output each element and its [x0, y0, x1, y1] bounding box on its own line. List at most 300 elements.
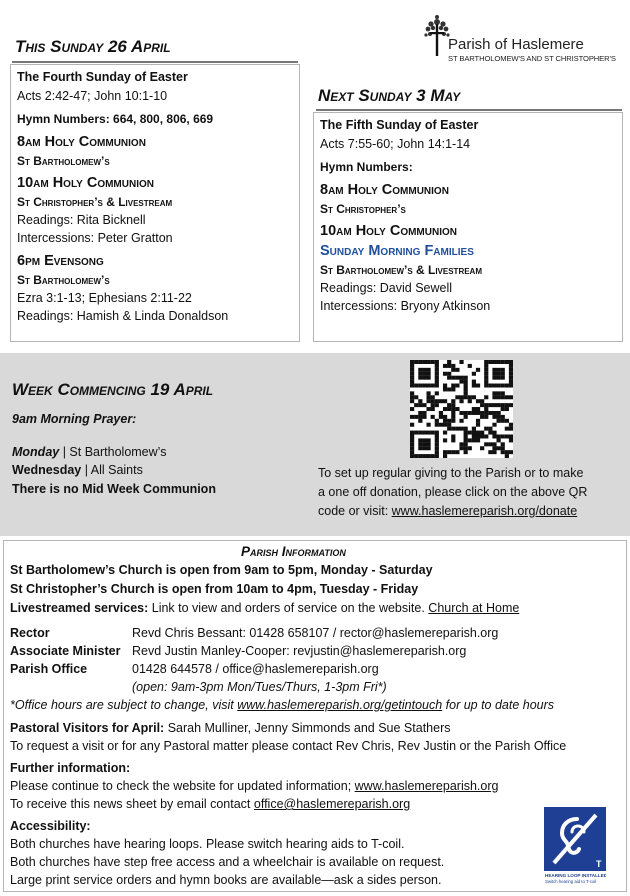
week-prayer: 9am Morning Prayer: [12, 412, 137, 426]
qr-module [439, 411, 443, 415]
qr-module [410, 395, 414, 399]
rector-label: Rector [10, 626, 50, 640]
qr-module [435, 450, 439, 454]
qr-module [509, 372, 513, 376]
qr-module [410, 438, 414, 442]
qr-module [431, 431, 435, 435]
this-service-2-church: St Christopher’s & Livestream [17, 194, 173, 209]
week-mon-day: Monday [12, 444, 60, 459]
qr-module [443, 454, 447, 458]
qr-module [501, 415, 505, 419]
week-body [12, 410, 216, 498]
this-service-1-name: 8am Holy Communion [17, 133, 146, 150]
next-sunday-refs: Acts 7:55-60; John 14:1-14 [320, 136, 471, 151]
qr-module [426, 431, 430, 435]
pv-label: Pastoral Visitors for April: [10, 721, 165, 735]
qr-module [492, 423, 496, 427]
access-2: Both churches have step free access and a wheelchair is available on request. [10, 855, 445, 869]
qr-module [497, 376, 501, 380]
next-sunday-rule [316, 109, 622, 111]
logo-sub: ST BARTHOLOMEW'S AND ST CHRISTOPHER'S [448, 54, 616, 63]
qr-module [488, 411, 492, 415]
qr-module [418, 431, 422, 435]
qr-module [455, 376, 459, 380]
qr-module [476, 434, 480, 438]
qr-module [447, 407, 451, 411]
qr-module [422, 442, 426, 446]
qr-module [447, 403, 451, 407]
qr-module [505, 450, 509, 454]
qr-module [431, 395, 435, 399]
qr-module [497, 419, 501, 423]
qr-module [431, 399, 435, 403]
qr-module [459, 360, 463, 364]
qr-module [484, 407, 488, 411]
qr-module [497, 368, 501, 372]
qr-module [451, 403, 455, 407]
qr-module [492, 395, 496, 399]
website-link[interactable]: www.haslemereparish.org [354, 779, 499, 793]
this-service-1-church: St Bartholomew’s [17, 153, 110, 168]
qr-module [459, 442, 463, 446]
qr-module [455, 407, 459, 411]
qr-module [426, 407, 430, 411]
qr-module [414, 415, 418, 419]
qr-module [435, 376, 439, 380]
qr-module [410, 368, 414, 372]
this-sunday-hymns: Hymn Numbers: 664, 800, 806, 669 [17, 112, 214, 126]
qr-module [480, 411, 484, 415]
qr-module [464, 438, 468, 442]
qr-module [426, 360, 430, 364]
qr-module [480, 434, 484, 438]
qr-module [468, 411, 472, 415]
qr-module [464, 376, 468, 380]
qr-module [439, 423, 443, 427]
qr-module [509, 395, 513, 399]
qr-module [443, 419, 447, 423]
qr-module [472, 434, 476, 438]
qr-module [414, 384, 418, 388]
next-service-2-name: 10am Holy Communion [320, 222, 457, 239]
parish-logo [418, 14, 616, 70]
next-sunday-heading: Next Sunday 3 May [318, 86, 461, 105]
qr-module [476, 411, 480, 415]
qr-module [451, 407, 455, 411]
qr-module [422, 384, 426, 388]
qr-module [418, 438, 422, 442]
qr-module [422, 431, 426, 435]
qr-module [410, 423, 414, 427]
qr-module [501, 395, 505, 399]
qr-module [484, 376, 488, 380]
qr-module [501, 384, 505, 388]
qr-module [464, 427, 468, 431]
qr-module [509, 380, 513, 384]
hearing-loop-sign [544, 807, 606, 885]
church-at-home-link[interactable]: Church at Home [428, 601, 520, 615]
week-note: There is no Mid Week Communion [12, 481, 216, 496]
chris-open: St Christopher’s Church is open from 10am to 4pm, Tuesday - Friday [10, 582, 419, 596]
qr-module [414, 403, 418, 407]
qr-module [414, 454, 418, 458]
qr-module [484, 368, 488, 372]
qr-module [488, 427, 492, 431]
qr-module [468, 399, 472, 403]
getintouch-link[interactable]: www.haslemereparish.org/getintouch [237, 698, 443, 712]
qr-module [501, 419, 505, 423]
qr-module [497, 411, 501, 415]
qr-module [497, 434, 501, 438]
qr-module [464, 415, 468, 419]
qr-module [509, 450, 513, 454]
qr-module [468, 364, 472, 368]
qr-module [468, 446, 472, 450]
qr-module [505, 395, 509, 399]
qr-module [472, 395, 476, 399]
qr-module [447, 450, 451, 454]
qr-module [451, 438, 455, 442]
email-pre: To receive this news sheet by email contact [10, 797, 254, 811]
qr-module [435, 434, 439, 438]
qr-module [492, 411, 496, 415]
office-label: Parish Office [10, 662, 88, 676]
qr-module [414, 360, 418, 364]
qr-module [480, 399, 484, 403]
giving-line-3: code or visit: [318, 504, 392, 518]
qr-module [459, 395, 463, 399]
qr-module [476, 423, 480, 427]
qr-module [484, 380, 488, 384]
this-service-2-readings: Readings: Rita Bicknell [17, 212, 146, 227]
live-text: Link to view and orders of service on the website. [148, 601, 429, 615]
qr-module [422, 454, 426, 458]
next-service-2-sub: Sunday Morning Families [320, 242, 474, 259]
qr-module [501, 446, 505, 450]
qr-module [484, 415, 488, 419]
qr-module [435, 419, 439, 423]
qr-module [426, 391, 430, 395]
office-note [10, 698, 554, 712]
pastoral-visitors [10, 721, 450, 735]
qr-module [509, 403, 513, 407]
office-hours: (open: 9am-3pm Mon/Tues/Thurs, 1-3pm Fri*) [132, 680, 387, 694]
qr-module [447, 360, 451, 364]
qr-module [447, 427, 451, 431]
qr-module [497, 438, 501, 442]
qr-module [422, 446, 426, 450]
qr-module [410, 450, 414, 454]
qr-module [476, 431, 480, 435]
qr-module [455, 384, 459, 388]
qr-module [418, 419, 422, 423]
qr-module [505, 384, 509, 388]
qr-module [472, 407, 476, 411]
qr-module [410, 380, 414, 384]
qr-module [422, 415, 426, 419]
qr-module [439, 399, 443, 403]
qr-module [426, 454, 430, 458]
qr-module [480, 415, 484, 419]
parish-info-box [3, 540, 627, 892]
qr-module [472, 384, 476, 388]
this-sunday-box [10, 64, 300, 342]
qr-module [435, 442, 439, 446]
qr-module [468, 438, 472, 442]
qr-module [451, 434, 455, 438]
qr-module [464, 411, 468, 415]
qr-module [422, 411, 426, 415]
week-heading: Week Commencing 19 April [12, 380, 214, 399]
qr-module [464, 434, 468, 438]
qr-module [488, 450, 492, 454]
qr-module [443, 431, 447, 435]
qr-module [484, 364, 488, 368]
qr-module [439, 415, 443, 419]
qr-module [472, 380, 476, 384]
qr-module [476, 399, 480, 403]
qr-module [497, 446, 501, 450]
qr-module [422, 438, 426, 442]
qr-module [451, 411, 455, 415]
qr-module [418, 376, 422, 380]
further-label: Further information: [10, 761, 131, 775]
qr-module [505, 407, 509, 411]
this-service-3-readings: Readings: Hamish & Linda Donaldson [17, 309, 229, 323]
qr-module [472, 372, 476, 376]
qr-module [447, 372, 451, 376]
qr-module [443, 407, 447, 411]
qr-module [443, 372, 447, 376]
qr-module [459, 399, 463, 403]
qr-module [480, 431, 484, 435]
qr-module [476, 407, 480, 411]
qr-module [492, 360, 496, 364]
qr-module [468, 431, 472, 435]
qr-module [484, 384, 488, 388]
qr-module [410, 360, 414, 364]
qr-module [447, 423, 451, 427]
qr-module [410, 384, 414, 388]
qr-module [435, 380, 439, 384]
hear-line-2: Switch hearing aid to T-coil [545, 879, 597, 884]
office-email-link[interactable]: office@haslemereparish.org [253, 797, 411, 811]
qr-module [501, 407, 505, 411]
qr-module [488, 442, 492, 446]
qr-module [484, 360, 488, 364]
pastoral-request: To request a visit or for any Pastoral matter please contact Rev Chris, Rev Justin or the Parish Office [10, 739, 567, 753]
qr-module [435, 384, 439, 388]
qr-module [418, 399, 422, 403]
qr-module [451, 368, 455, 372]
qr-module [451, 450, 455, 454]
qr-module [459, 419, 463, 423]
qr-module [435, 399, 439, 403]
donate-link[interactable]: www.haslemereparish.org/donate [391, 504, 578, 518]
qr-module [451, 419, 455, 423]
qr-module [464, 431, 468, 435]
office-value: 01428 644578 / office@haslemereparish.org [132, 662, 379, 676]
hearing-loop-icon [544, 807, 606, 885]
qr-module [492, 384, 496, 388]
qr-module [501, 372, 505, 376]
this-sunday-title: The Fourth Sunday of Easter [17, 70, 188, 84]
qr-module [484, 427, 488, 431]
qr-module [443, 438, 447, 442]
giving-text [318, 464, 623, 521]
qr-module [443, 399, 447, 403]
qr-module [455, 427, 459, 431]
access-3: Large print service orders and hymn books are available—ask a sides person. [10, 873, 442, 887]
qr-module [501, 368, 505, 372]
qr-module [505, 360, 509, 364]
qr-module [431, 403, 435, 407]
week-mon-loc: | St Bartholomew’s [59, 444, 167, 459]
access-label: Accessibility: [10, 819, 91, 833]
qr-module [464, 446, 468, 450]
this-sunday-refs: Acts 2:42-47; John 10:1-10 [17, 88, 168, 103]
qr-module [492, 450, 496, 454]
qr-module [447, 387, 451, 391]
qr-module [422, 368, 426, 372]
next-sunday-hymns: Hymn Numbers: [320, 160, 413, 174]
livestream-line [10, 601, 519, 615]
qr-module [422, 403, 426, 407]
week-wed-day: Wednesday [12, 463, 82, 477]
qr-module [418, 384, 422, 388]
qr-module [435, 364, 439, 368]
qr-module [459, 411, 463, 415]
qr-module [447, 419, 451, 423]
qr-module [426, 372, 430, 376]
note-pre: *Office hours are subject to change, visit [10, 698, 238, 712]
qr-module [418, 368, 422, 372]
qr-module [480, 446, 484, 450]
qr-module [426, 376, 430, 380]
qr-module [418, 415, 422, 419]
qr-module [435, 438, 439, 442]
qr-module [464, 391, 468, 395]
qr-module [451, 387, 455, 391]
this-service-3-name: 6pm Evensong [17, 252, 104, 269]
qr-module [492, 403, 496, 407]
qr-module [447, 376, 451, 380]
qr-module [426, 399, 430, 403]
qr-module [480, 403, 484, 407]
next-sunday-box [313, 112, 623, 342]
qr-module [501, 450, 505, 454]
qr-module [410, 434, 414, 438]
pv-text: Sarah Mulliner, Jenny Simmonds and Sue Stathers [164, 721, 451, 735]
qr-module [451, 376, 455, 380]
qr-module [472, 438, 476, 442]
logo-name: Parish of Haslemere [448, 36, 584, 53]
qr-module [418, 411, 422, 415]
qr-module [476, 438, 480, 442]
qr-module [410, 376, 414, 380]
rector-value: Revd Chris Bessant: 01428 658107 / rector@haslemereparish.org [132, 626, 499, 640]
qr-module [501, 376, 505, 380]
giving-line-1: To set up regular giving to the Parish or to make [318, 466, 584, 480]
qr-module [488, 403, 492, 407]
qr-module [476, 384, 480, 388]
qr-module [492, 446, 496, 450]
qr-module [414, 395, 418, 399]
qr-module [435, 360, 439, 364]
qr-module [509, 434, 513, 438]
qr-module [497, 395, 501, 399]
qr-module [464, 380, 468, 384]
qr-module [472, 411, 476, 415]
qr-module [443, 364, 447, 368]
donate-qr-code[interactable] [410, 360, 513, 458]
qr-module [492, 442, 496, 446]
qr-module [501, 403, 505, 407]
qr-module [492, 376, 496, 380]
this-service-2-intercessions: Intercessions: Peter Gratton [17, 231, 173, 245]
qr-module [472, 431, 476, 435]
next-service-1-name: 8am Holy Communion [320, 181, 449, 198]
qr-module [431, 407, 435, 411]
qr-module [492, 431, 496, 435]
qr-module [418, 403, 422, 407]
qr-module [468, 395, 472, 399]
qr-module [484, 395, 488, 399]
qr-module [435, 391, 439, 395]
qr-module [418, 442, 422, 446]
qr-module [426, 438, 430, 442]
qr-module [509, 368, 513, 372]
qr-module [484, 434, 488, 438]
qr-module [509, 384, 513, 388]
qr-module [464, 384, 468, 388]
qr-module [459, 427, 463, 431]
qr-module [443, 450, 447, 454]
qr-module [451, 364, 455, 368]
qr-module [426, 446, 430, 450]
assoc-value: Revd Justin Manley-Cooper: revjustin@haslemereparish.org [132, 644, 467, 658]
qr-module [451, 415, 455, 419]
qr-module [459, 376, 463, 380]
qr-module [443, 423, 447, 427]
qr-module [492, 372, 496, 376]
qr-module [501, 442, 505, 446]
qr-module [459, 380, 463, 384]
qr-module [505, 419, 509, 423]
qr-module [497, 384, 501, 388]
qr-module [410, 364, 414, 368]
qr-module [509, 438, 513, 442]
qr-module [422, 360, 426, 364]
qr-module [492, 391, 496, 395]
qr-module [497, 403, 501, 407]
qr-module [410, 431, 414, 435]
note-post: for up to date hours [442, 698, 555, 712]
qr-module [435, 431, 439, 435]
qr-module [435, 403, 439, 407]
qr-module [435, 372, 439, 376]
qr-module [492, 434, 496, 438]
qr-module [431, 454, 435, 458]
qr-module [476, 419, 480, 423]
next-service-2-readings: Readings: David Sewell [320, 280, 453, 295]
qr-module [488, 431, 492, 435]
qr-module [492, 368, 496, 372]
qr-module [464, 450, 468, 454]
qr-module [509, 360, 513, 364]
qr-module [418, 446, 422, 450]
qr-module [414, 431, 418, 435]
